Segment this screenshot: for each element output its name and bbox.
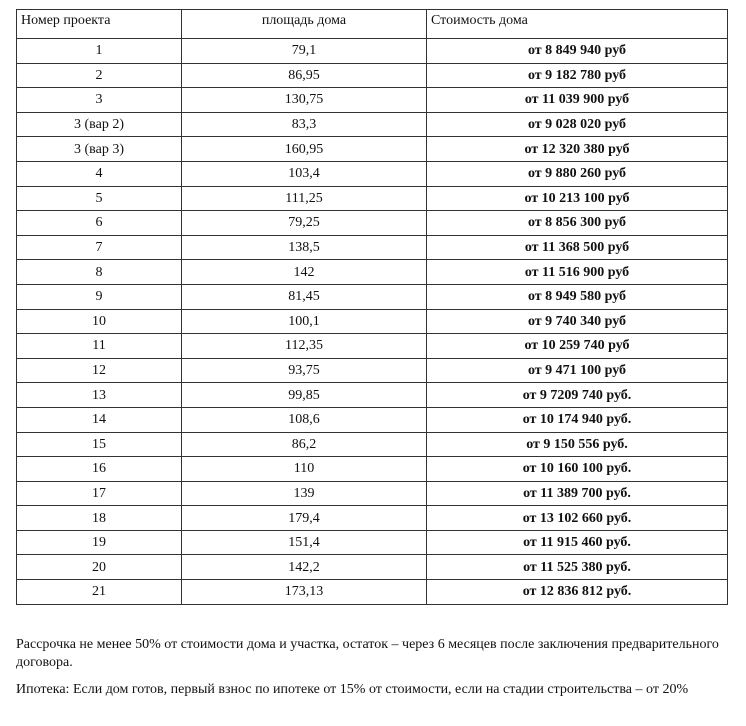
house-area-cell: 99,85: [182, 383, 427, 408]
table-row: [17, 481, 728, 506]
project-number-cell: 3 (вар 2): [17, 112, 182, 137]
house-price-cell: от 10 160 100 руб.: [427, 457, 728, 482]
table-row: [17, 432, 728, 457]
house-price-cell: от 10 174 940 руб.: [427, 407, 728, 432]
header-house-price: Стоимость дома: [427, 10, 728, 39]
house-price-cell: от 10 259 740 руб: [427, 334, 728, 359]
table-header-row: [17, 10, 728, 39]
project-number-cell: 8: [17, 260, 182, 285]
house-area-cell: 179,4: [182, 506, 427, 531]
project-number-cell: 15: [17, 432, 182, 457]
house-area-cell: 173,13: [182, 580, 427, 605]
house-price-cell: от 11 389 700 руб.: [427, 481, 728, 506]
house-area-cell: 86,2: [182, 432, 427, 457]
house-price-cell: от 13 102 660 руб.: [427, 506, 728, 531]
project-number-cell: 6: [17, 211, 182, 236]
table-row: [17, 235, 728, 260]
house-area-cell: 79,1: [182, 39, 427, 64]
table-row: [17, 580, 728, 605]
house-price-cell: от 11 915 460 руб.: [427, 530, 728, 555]
installment-note: Рассрочка не менее 50% от стоимости дома и участка, остаток – через 6 месяцев после заключения предварительного договора.: [16, 637, 719, 670]
house-area-cell: 100,1: [182, 309, 427, 334]
header-house-area: площадь дома: [182, 10, 427, 39]
house-price-cell: от 12 320 380 руб: [427, 137, 728, 162]
house-price-cell: от 8 856 300 руб: [427, 211, 728, 236]
project-number-cell: 19: [17, 530, 182, 555]
house-price-cell: от 9 028 020 руб: [427, 112, 728, 137]
house-area-cell: 112,35: [182, 334, 427, 359]
project-number-cell: 18: [17, 506, 182, 531]
project-number-cell: 7: [17, 235, 182, 260]
project-number-cell: 10: [17, 309, 182, 334]
house-area-cell: 86,95: [182, 63, 427, 88]
project-number-cell: 3: [17, 88, 182, 113]
price-table-body: [17, 10, 728, 605]
house-price-cell: от 8 949 580 руб: [427, 284, 728, 309]
table-row: [17, 112, 728, 137]
table-row: [17, 284, 728, 309]
house-price-cell: от 11 039 900 руб: [427, 88, 728, 113]
project-number-cell: 21: [17, 580, 182, 605]
house-price-cell: от 10 213 100 руб: [427, 186, 728, 211]
house-area-cell: 110: [182, 457, 427, 482]
table-row: [17, 383, 728, 408]
house-price-cell: от 11 516 900 руб: [427, 260, 728, 285]
header-project-number: Номер проекта: [17, 10, 182, 39]
house-price-cell: от 9 150 556 руб.: [427, 432, 728, 457]
table-row: [17, 88, 728, 113]
house-area-cell: 130,75: [182, 88, 427, 113]
project-number-cell: 5: [17, 186, 182, 211]
project-number-cell: 1: [17, 39, 182, 64]
table-row: [17, 457, 728, 482]
house-price-cell: от 9 880 260 руб: [427, 161, 728, 186]
table-row: [17, 39, 728, 64]
table-row: [17, 260, 728, 285]
project-number-cell: 17: [17, 481, 182, 506]
house-area-cell: 142,2: [182, 555, 427, 580]
house-area-cell: 151,4: [182, 530, 427, 555]
house-price-cell: от 9 740 340 руб: [427, 309, 728, 334]
project-number-cell: 9: [17, 284, 182, 309]
table-row: [17, 506, 728, 531]
table-row: [17, 334, 728, 359]
house-area-cell: 108,6: [182, 407, 427, 432]
house-price-cell: от 9 182 780 руб: [427, 63, 728, 88]
house-area-cell: 93,75: [182, 358, 427, 383]
house-area-cell: 138,5: [182, 235, 427, 260]
project-number-cell: 20: [17, 555, 182, 580]
table-row: [17, 358, 728, 383]
project-number-cell: 14: [17, 407, 182, 432]
table-row: [17, 407, 728, 432]
house-area-cell: 79,25: [182, 211, 427, 236]
project-number-cell: 4: [17, 161, 182, 186]
table-row: [17, 137, 728, 162]
house-price-cell: от 12 836 812 руб.: [427, 580, 728, 605]
table-row: [17, 309, 728, 334]
project-number-cell: 11: [17, 334, 182, 359]
project-number-cell: 12: [17, 358, 182, 383]
house-price-cell: от 11 525 380 руб.: [427, 555, 728, 580]
project-number-cell: 16: [17, 457, 182, 482]
house-area-cell: 83,3: [182, 112, 427, 137]
house-area-cell: 139: [182, 481, 427, 506]
table-row: [17, 530, 728, 555]
house-price-cell: от 9 471 100 руб: [427, 358, 728, 383]
table-row: [17, 211, 728, 236]
table-row: [17, 186, 728, 211]
house-area-cell: 103,4: [182, 161, 427, 186]
house-area-cell: 81,45: [182, 284, 427, 309]
project-number-cell: 13: [17, 383, 182, 408]
house-price-cell: от 8 849 940 руб: [427, 39, 728, 64]
price-table: [16, 9, 728, 605]
house-area-cell: 160,95: [182, 137, 427, 162]
project-number-cell: 3 (вар 3): [17, 137, 182, 162]
house-area-cell: 142: [182, 260, 427, 285]
house-price-cell: от 9 7209 740 руб.: [427, 383, 728, 408]
house-area-cell: 111,25: [182, 186, 427, 211]
house-price-cell: от 11 368 500 руб: [427, 235, 728, 260]
table-row: [17, 555, 728, 580]
table-row: [17, 161, 728, 186]
table-row: [17, 63, 728, 88]
mortgage-note: Ипотека: Если дом готов, первый взнос по ипотеке от 15% от стоимости, если на стадии строительства – от 20%: [16, 682, 689, 697]
project-number-cell: 2: [17, 63, 182, 88]
notes-section: [16, 636, 728, 708]
